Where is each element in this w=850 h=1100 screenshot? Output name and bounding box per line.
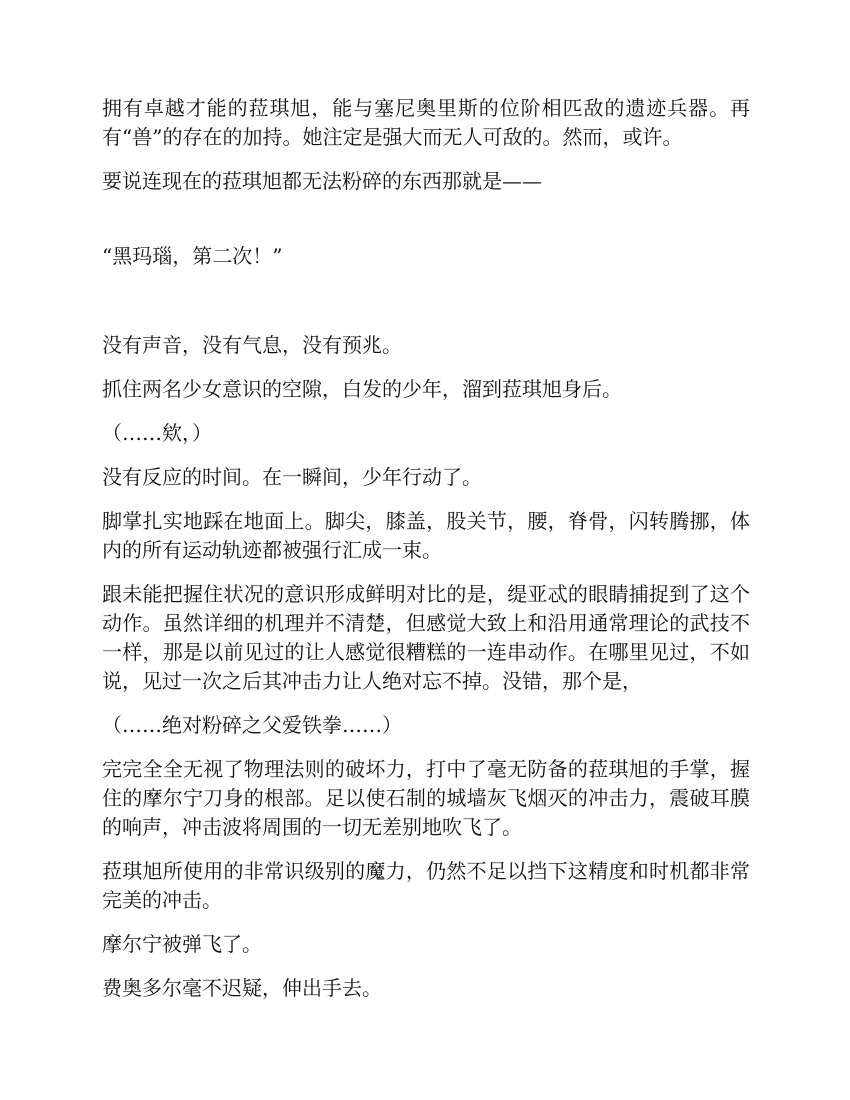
paragraph: 跟未能把握住状况的意识形成鲜明对比的是，缇亚忒的眼睛捕捉到了这个动作。虽然详细的机理并不清楚，但感觉大致上和沿用通常理论的武技不一样，那是以前见过的让人感觉很糟糕的一连串动作。在哪里见过，不如说，见过一次之后其冲击力让人绝对忘不掉。没错，那个是， <box>102 582 750 693</box>
paragraph: 拥有卓越才能的菈琪旭，能与塞尼奥里斯的位阶相匹敌的遗迹兵器。再有“兽”的存在的加持。她注定是强大而无人可敌的。然而，或许。 <box>102 96 750 149</box>
paragraph: 脚掌扎实地踩在地面上。脚尖，膝盖，股关节，腰，脊骨，闪转腾挪，体内的所有运动轨迹都被强行汇成一束。 <box>102 509 750 562</box>
paragraph: 摩尔宁被弹飞了。 <box>102 932 262 956</box>
paragraph: 菈琪旭所使用的非常识级别的魔力，仍然不足以挡下这精度和时机都非常完美的冲击。 <box>102 859 750 912</box>
paragraph: 要说连现在的菈琪旭都无法粉碎的东西那就是—— <box>102 169 542 193</box>
paragraph: 没有反应的时间。在一瞬间，少年行动了。 <box>102 465 482 489</box>
dialogue-line: “黑玛瑙，第二次！” <box>102 244 283 268</box>
paragraph: 没有声音，没有气息，没有预兆。 <box>102 333 402 357</box>
paragraph: （……绝对粉碎之父爱铁拳……） <box>102 713 402 737</box>
paragraph: 完完全全无视了物理法则的破坏力，打中了毫无防备的菈琪旭的手掌，握住的摩尔宁刀身的根部。足以使石制的城墙灰飞烟灭的冲击力，震破耳膜的响声，冲击波将周围的一切无差别地吹飞了。 <box>102 757 750 839</box>
document-body <box>102 94 750 1018</box>
paragraph: 费奥多尔毫不迟疑，伸出手去。 <box>102 976 382 1000</box>
paragraph: （……欸，） <box>102 421 212 445</box>
paragraph: 抓住两名少女意识的空隙，白发的少年，溜到菈琪旭身后。 <box>102 377 622 401</box>
